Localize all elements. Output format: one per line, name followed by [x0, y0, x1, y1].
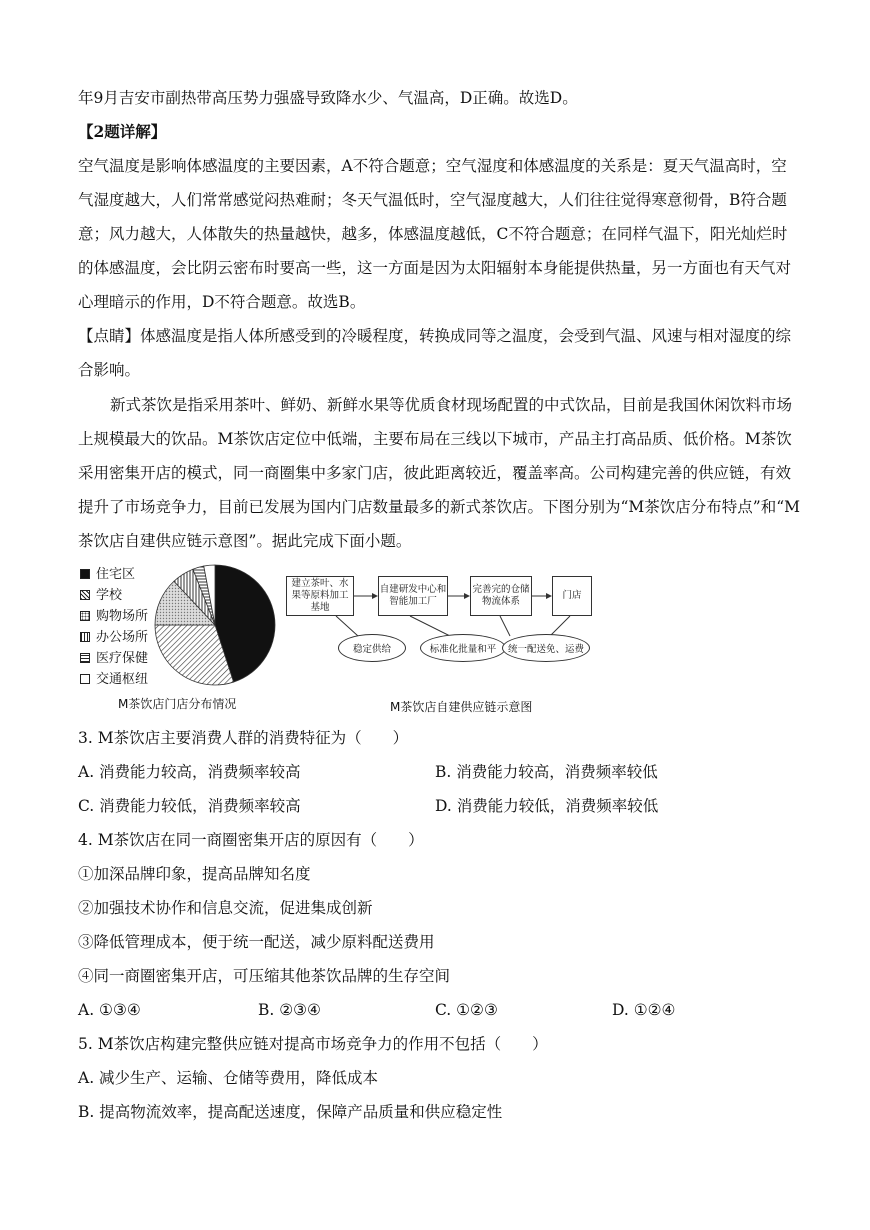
text-line: 年9月吉安市副热带高压势力强盛导致降水少、气温高，D正确。故选D。	[78, 89, 578, 107]
pie-chart	[150, 560, 280, 690]
legend-item: 学校	[80, 588, 122, 604]
question-4-option-b[interactable]: B. ②③④	[258, 1001, 321, 1019]
flow-box-rnd-factory: 自建研发中心和智能加工厂	[378, 576, 448, 616]
question-5-option-a[interactable]: A. 减少生产、运输、仓储等费用，降低成本	[78, 1069, 379, 1087]
legend-swatch	[80, 590, 90, 600]
text-line: 意；风力越大，人体散失的热量越快，越多，体感温度越低，C不符合题意；在同样气温下，阳光灿烂时	[78, 225, 788, 243]
legend-item: 住宅区	[80, 567, 135, 583]
legend-item: 购物场所	[80, 609, 148, 625]
flow-box-raw-material: 建立茶叶、水果等原料加工基地	[286, 576, 354, 616]
question-4-statement: ①加深品牌印象，提高品牌知名度	[78, 865, 311, 883]
passage-line: 提升了市场竞争力，目前已发展为国内门店数量最多的新式茶饮店。下图分别为“M茶饮店分布特点”和“M	[78, 498, 801, 516]
connector	[410, 616, 450, 636]
question-3-option-a[interactable]: A. 消费能力较高，消费频率较高	[78, 763, 301, 781]
text-line: 的体感温度，会比阴云密布时要高一些，这一方面是因为太阳辐射本身能提供热量，另一方面也有天气对	[78, 259, 792, 277]
question-5-stem: 5. M茶饮店构建完整供应链对提高市场竞争力的作用不包括（ ）	[78, 1035, 548, 1053]
flow-box-logistics: 完善完的仓储物流体系	[470, 576, 532, 616]
legend-swatch	[80, 569, 90, 579]
passage-line: 采用密集开店的模式，同一商圈集中多家门店，彼此距离较近，覆盖率高。公司构建完善的供应链，有效	[78, 464, 792, 482]
text-line: 合影响。	[78, 361, 141, 379]
question-3-stem: 3. M茶饮店主要消费人群的消费特征为（ ）	[78, 729, 409, 747]
legend-item: 办公场所	[80, 630, 148, 646]
ellipse-stable-supply: 稳定供给	[338, 634, 406, 662]
legend-swatch	[80, 674, 90, 684]
legend-item: 交通枢纽	[80, 672, 148, 688]
connector	[550, 616, 570, 636]
flow-box-store: 门店	[552, 576, 592, 616]
question-4-statement: ②加强技术协作和信息交流，促进集成创新	[78, 899, 373, 917]
passage-line: 茶饮店自建供应链示意图”。据此完成下面小题。	[78, 532, 412, 550]
question-5-option-b[interactable]: B. 提高物流效率，提高配送速度，保障产品质量和供应稳定性	[78, 1103, 503, 1121]
question-4-option-a[interactable]: A. ①③④	[78, 1001, 141, 1019]
connector	[500, 616, 510, 636]
question-3-option-b[interactable]: B. 消费能力较高，消费频率较低	[435, 763, 658, 781]
question-4-option-d[interactable]: D. ①②④	[612, 1001, 676, 1019]
question-3-option-c[interactable]: C. 消费能力较低，消费频率较高	[78, 797, 301, 815]
question-4-statement: ③降低管理成本，便于统一配送，减少原料配送费用	[78, 933, 435, 951]
question-4-statement: ④同一商圈密集开店，可压缩其他茶饮品牌的生存空间	[78, 967, 451, 985]
text-line: 心理暗示的作用，D不符合题意。故选B。	[78, 293, 366, 311]
diagram-caption: M茶饮店自建供应链示意图	[390, 700, 533, 714]
text-line: 空气温度是影响体感温度的主要因素，A不符合题意；空气湿度和体感温度的关系是：夏天气温高时，空	[78, 157, 787, 175]
ellipse-unified-delivery: 统一配送免、运费	[502, 634, 590, 662]
text-line: 气湿度越大，人们常常感觉闷热难耐；冬天气温低时，空气湿度越大，人们往往觉得寒意彻骨，B符合题	[78, 191, 787, 209]
passage-line: 新式茶饮是指采用茶叶、鲜奶、新鲜水果等优质食材现场配置的中式饮品，目前是我国休闲饮料市场	[110, 396, 793, 414]
passage-line: 上规模最大的饮品。M茶饮店定位中低端，主要布局在三线以下城市，产品主打高品质、低价格。M茶饮	[78, 430, 792, 448]
legend-swatch	[80, 611, 90, 621]
question-4-option-c[interactable]: C. ①②③	[435, 1001, 498, 1019]
legend-item: 医疗保健	[80, 651, 148, 667]
supply-chain-diagram	[280, 570, 600, 670]
connector	[336, 616, 358, 636]
question-4-stem: 4. M茶饮店在同一商圈密集开店的原因有（ ）	[78, 831, 424, 849]
legend-swatch	[80, 653, 90, 663]
text-line: 【点睛】体感温度是指人体所感受到的冷暖程度，转换成同等之温度，会受到气温、风速与相对湿度的综	[78, 327, 792, 345]
ellipse-standardization: 标准化批量和平	[420, 634, 506, 662]
legend-swatch	[80, 632, 90, 642]
question-3-option-d[interactable]: D. 消费能力较低，消费频率较低	[435, 797, 659, 815]
section-heading: 【2题详解】	[78, 122, 167, 141]
chart-title: M茶饮店门店分布情况	[118, 697, 237, 711]
